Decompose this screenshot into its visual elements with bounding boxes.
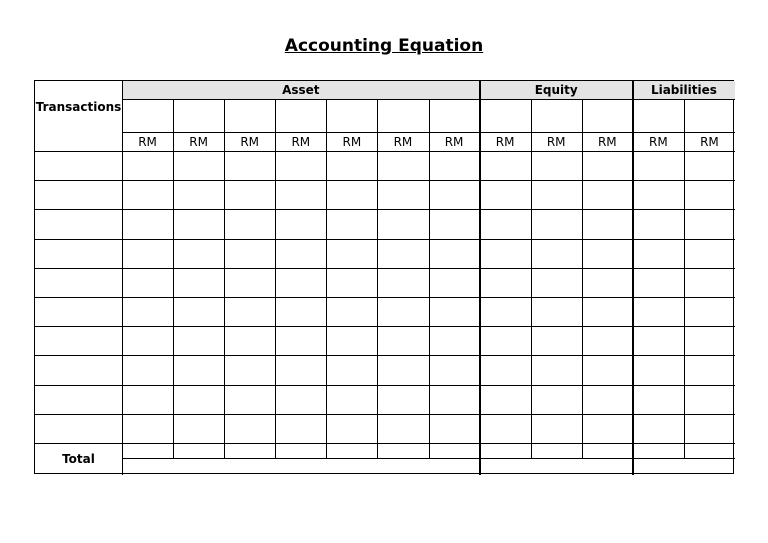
amount-cell[interactable] bbox=[633, 385, 684, 414]
amount-cell[interactable] bbox=[429, 151, 480, 180]
amount-cell[interactable] bbox=[173, 326, 224, 355]
amount-cell[interactable] bbox=[531, 239, 582, 268]
amount-cell[interactable] bbox=[480, 180, 531, 209]
amount-cell[interactable] bbox=[684, 414, 735, 443]
amount-cell[interactable] bbox=[480, 239, 531, 268]
unit-label: RM bbox=[291, 134, 311, 149]
amount-cell[interactable] bbox=[326, 239, 377, 268]
amount-cell[interactable] bbox=[377, 385, 428, 414]
amount-cell[interactable] bbox=[173, 355, 224, 384]
amount-cell[interactable] bbox=[633, 414, 684, 443]
amount-cell[interactable] bbox=[377, 297, 428, 326]
amount-cell[interactable] bbox=[326, 209, 377, 238]
amount-cell[interactable] bbox=[122, 297, 173, 326]
transaction-cell[interactable] bbox=[35, 297, 122, 326]
transaction-cell[interactable] bbox=[35, 326, 122, 355]
amount-cell[interactable] bbox=[480, 297, 531, 326]
amount-cell[interactable] bbox=[275, 385, 326, 414]
amount-cell[interactable] bbox=[122, 385, 173, 414]
transaction-cell[interactable] bbox=[35, 209, 122, 238]
amount-cell[interactable] bbox=[633, 326, 684, 355]
amount-cell[interactable] bbox=[429, 268, 480, 297]
amount-cell[interactable] bbox=[480, 355, 531, 384]
amount-cell[interactable] bbox=[173, 297, 224, 326]
amount-cell[interactable] bbox=[684, 385, 735, 414]
amount-cell[interactable] bbox=[173, 180, 224, 209]
amount-cell[interactable] bbox=[275, 180, 326, 209]
amount-cell[interactable] bbox=[326, 151, 377, 180]
unit-label: RM bbox=[342, 134, 362, 149]
amount-cell[interactable] bbox=[326, 355, 377, 384]
amount-cell[interactable] bbox=[224, 297, 275, 326]
row-rule bbox=[35, 443, 735, 444]
amount-cell[interactable] bbox=[684, 151, 735, 180]
amount-cell[interactable] bbox=[582, 239, 633, 268]
amount-cell[interactable] bbox=[633, 355, 684, 384]
amount-cell[interactable] bbox=[122, 326, 173, 355]
amount-cell[interactable] bbox=[173, 414, 224, 443]
unit-label: RM bbox=[700, 134, 719, 149]
amount-cell[interactable] bbox=[633, 297, 684, 326]
amount-cell[interactable] bbox=[377, 355, 428, 384]
amount-cell[interactable] bbox=[531, 268, 582, 297]
amount-cell[interactable] bbox=[275, 355, 326, 384]
amount-cell[interactable] bbox=[122, 355, 173, 384]
amount-cell[interactable] bbox=[684, 268, 735, 297]
amount-cell[interactable] bbox=[531, 209, 582, 238]
amount-cell[interactable] bbox=[173, 268, 224, 297]
transaction-cell[interactable] bbox=[35, 355, 122, 384]
amount-cell[interactable] bbox=[173, 239, 224, 268]
amount-cell[interactable] bbox=[429, 180, 480, 209]
accounting-equation-table bbox=[34, 80, 734, 474]
amount-cell[interactable] bbox=[429, 385, 480, 414]
amount-cell[interactable] bbox=[224, 209, 275, 238]
group-header-asset: Asset bbox=[282, 83, 320, 97]
unit-label: RM bbox=[546, 134, 566, 149]
unit-label: RM bbox=[393, 134, 413, 149]
amount-cell[interactable] bbox=[377, 239, 428, 268]
unit-label: RM bbox=[240, 134, 260, 149]
transaction-cell[interactable] bbox=[35, 239, 122, 268]
transaction-cell[interactable] bbox=[35, 385, 122, 414]
amount-cell[interactable] bbox=[531, 355, 582, 384]
amount-cell[interactable] bbox=[224, 180, 275, 209]
amount-cell[interactable] bbox=[480, 209, 531, 238]
amount-cell[interactable] bbox=[326, 414, 377, 443]
amount-cell[interactable] bbox=[429, 297, 480, 326]
amount-cell[interactable] bbox=[582, 209, 633, 238]
amount-cell[interactable] bbox=[377, 151, 428, 180]
transaction-cell[interactable] bbox=[35, 151, 122, 180]
amount-cell[interactable] bbox=[275, 297, 326, 326]
unit-label: RM bbox=[649, 134, 668, 149]
amount-cell[interactable] bbox=[582, 414, 633, 443]
amount-cell[interactable] bbox=[531, 414, 582, 443]
transaction-cell[interactable] bbox=[35, 414, 122, 443]
amount-cell[interactable] bbox=[429, 414, 480, 443]
amount-cell[interactable] bbox=[275, 268, 326, 297]
amount-cell[interactable] bbox=[531, 385, 582, 414]
amount-cell[interactable] bbox=[531, 151, 582, 180]
amount-cell[interactable] bbox=[377, 209, 428, 238]
transaction-cell[interactable] bbox=[35, 180, 122, 209]
amount-cell[interactable] bbox=[480, 414, 531, 443]
amount-cell[interactable] bbox=[429, 355, 480, 384]
amount-cell[interactable] bbox=[684, 239, 735, 268]
amount-cell[interactable] bbox=[173, 151, 224, 180]
amount-cell[interactable] bbox=[377, 180, 428, 209]
page-title: Accounting Equation bbox=[284, 36, 484, 56]
amount-cell[interactable] bbox=[480, 326, 531, 355]
transaction-cell[interactable] bbox=[35, 268, 122, 297]
amount-cell[interactable] bbox=[224, 385, 275, 414]
amount-cell[interactable] bbox=[326, 326, 377, 355]
amount-cell[interactable] bbox=[531, 180, 582, 209]
amount-cell[interactable] bbox=[275, 151, 326, 180]
amount-cell[interactable] bbox=[684, 297, 735, 326]
amount-cell[interactable] bbox=[582, 268, 633, 297]
unit-label: RM bbox=[138, 134, 157, 149]
amount-cell[interactable] bbox=[173, 385, 224, 414]
amount-cell[interactable] bbox=[275, 239, 326, 268]
amount-cell[interactable] bbox=[122, 180, 173, 209]
amount-cell[interactable] bbox=[326, 385, 377, 414]
amount-cell[interactable] bbox=[377, 268, 428, 297]
amount-cell[interactable] bbox=[173, 209, 224, 238]
amount-cell[interactable] bbox=[684, 209, 735, 238]
amount-cell[interactable] bbox=[633, 239, 684, 268]
amount-cell[interactable] bbox=[480, 268, 531, 297]
amount-cell[interactable] bbox=[326, 180, 377, 209]
amount-cell[interactable] bbox=[224, 355, 275, 384]
transactions-header: Transactions bbox=[35, 99, 122, 114]
amount-cell[interactable] bbox=[377, 326, 428, 355]
amount-cell[interactable] bbox=[122, 209, 173, 238]
amount-cell[interactable] bbox=[224, 151, 275, 180]
amount-cell[interactable] bbox=[582, 297, 633, 326]
amount-cell[interactable] bbox=[377, 414, 428, 443]
amount-cell[interactable] bbox=[122, 414, 173, 443]
amount-cell[interactable] bbox=[582, 355, 633, 384]
amount-cell[interactable] bbox=[275, 414, 326, 443]
amount-cell[interactable] bbox=[633, 180, 684, 209]
amount-cell[interactable] bbox=[582, 385, 633, 414]
amount-cell[interactable] bbox=[531, 297, 582, 326]
amount-cell[interactable] bbox=[275, 326, 326, 355]
amount-cell[interactable] bbox=[429, 326, 480, 355]
amount-cell[interactable] bbox=[531, 326, 582, 355]
amount-cell[interactable] bbox=[224, 326, 275, 355]
amount-cell[interactable] bbox=[326, 268, 377, 297]
amount-cell[interactable] bbox=[275, 209, 326, 238]
amount-cell[interactable] bbox=[684, 355, 735, 384]
unit-label: RM bbox=[189, 134, 208, 149]
amount-cell[interactable] bbox=[224, 414, 275, 443]
amount-cell[interactable] bbox=[122, 268, 173, 297]
amount-cell[interactable] bbox=[224, 268, 275, 297]
total-split-rule bbox=[122, 458, 735, 459]
amount-cell[interactable] bbox=[480, 151, 531, 180]
amount-cell[interactable] bbox=[582, 180, 633, 209]
amount-cell[interactable] bbox=[224, 239, 275, 268]
amount-cell[interactable] bbox=[429, 239, 480, 268]
amount-cell[interactable] bbox=[684, 326, 735, 355]
amount-cell[interactable] bbox=[429, 209, 480, 238]
header-rule bbox=[122, 99, 735, 100]
amount-cell[interactable] bbox=[122, 239, 173, 268]
amount-cell[interactable] bbox=[582, 326, 633, 355]
group-header-liabilities: Liabilities bbox=[650, 83, 717, 97]
amount-cell[interactable] bbox=[633, 151, 684, 180]
group-header-equity: Equity bbox=[534, 83, 578, 97]
amount-cell[interactable] bbox=[684, 180, 735, 209]
amount-cell[interactable] bbox=[633, 268, 684, 297]
amount-cell[interactable] bbox=[122, 151, 173, 180]
total-label: Total bbox=[62, 452, 95, 466]
amount-cell[interactable] bbox=[480, 385, 531, 414]
unit-label: RM bbox=[495, 134, 515, 149]
amount-cell[interactable] bbox=[582, 151, 633, 180]
unit-label: RM bbox=[597, 134, 617, 149]
amount-cell[interactable] bbox=[633, 209, 684, 238]
unit-label: RM bbox=[444, 134, 464, 149]
amount-cell[interactable] bbox=[326, 297, 377, 326]
